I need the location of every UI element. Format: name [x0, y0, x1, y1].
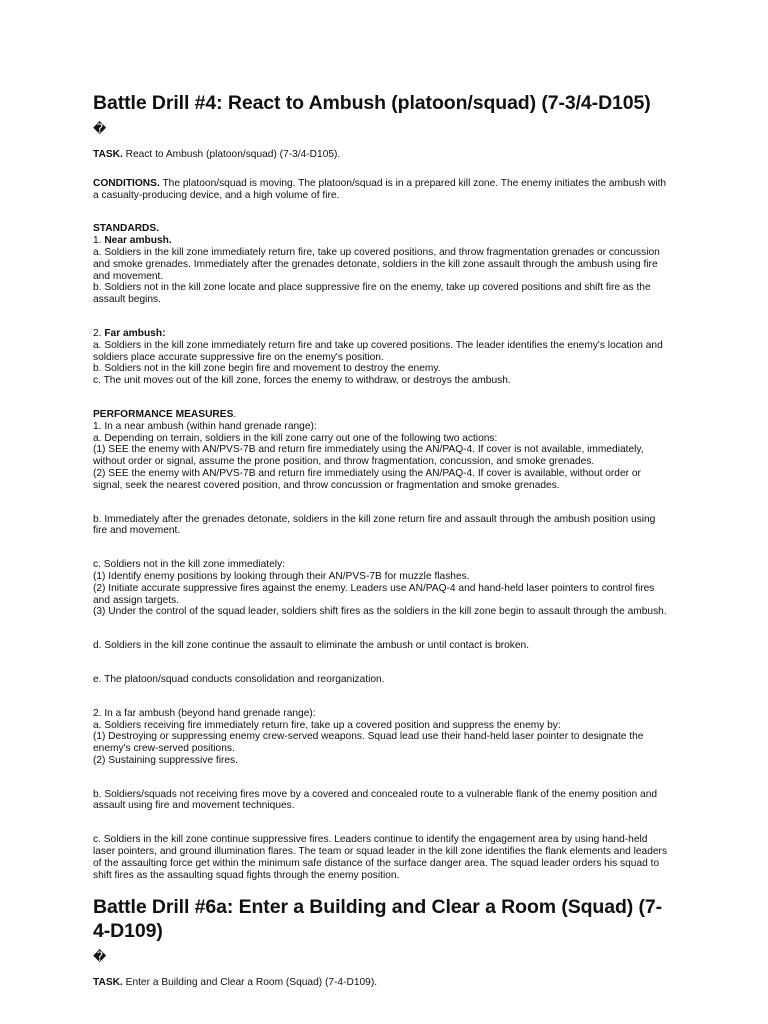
document-page	[93, 0, 683, 989]
pm1-c2-line-2: and assign targets.	[93, 594, 180, 606]
task-label: TASK.	[93, 149, 123, 160]
pm2-a1-line-1: (1) Destroying or suppressing enemy crew-served weapons. Squad lead use their hand-held laser pointer to designate the	[93, 731, 644, 743]
pm2-b-line-1: b. Soldiers/squads not receiving fires move by a covered and concealed route to a vulnerable flank of the enemy position and	[93, 788, 658, 800]
far-b-line: b. Soldiers not in the kill zone begin fire and movement to destroy the enemy.	[93, 363, 441, 375]
pm2-c-paragraph	[93, 834, 683, 881]
task-paragraph	[93, 149, 683, 161]
pm2-a-line: a. Soldiers receiving fire immediately return fire, take up a covered position and suppress the enemy by:	[93, 719, 561, 731]
battle-drill-6a-title-line-2: 4-D109)	[93, 920, 163, 943]
standards-label: STANDARDS.	[93, 223, 160, 235]
pm1-c3-line: (3) Under the control of the squad leader, soldiers shift fires as the soldiers in the kill zone begin to assault through the ambush.	[93, 606, 667, 618]
conditions-label: CONDITIONS.	[93, 177, 160, 189]
pm2-block	[93, 708, 683, 767]
replacement-glyph: �	[93, 121, 107, 136]
conditions-text-2: a casualty-producing device, and a high volume of fire.	[93, 189, 340, 201]
near-b-line-2: assault begins.	[93, 294, 161, 306]
near-a-line-2: and smoke grenades. Immediately after the grenades detonate, soldiers in the kill zone assault through the ambush using fire	[93, 258, 658, 270]
pm1-a1-line-1: (1) SEE the enemy with AN/PVS-7B and return fire immediately using the AN/PAQ-4. If cover is not available, immediately,	[93, 444, 644, 456]
task-text: React to Ambush (platoon/squad) (7-3/4-D105).	[122, 149, 341, 160]
pm1-d-line: d. Soldiers in the kill zone continue the assault to eliminate the ambush or until contact is broken.	[93, 640, 530, 652]
near-ambush-number: 1.	[93, 235, 105, 247]
pm2-c-line-4: shift fires as the assaulting squad fights through the enemy position.	[93, 869, 400, 881]
task-text-6a: Enter a Building and Clear a Room (Squad) (7-4-D109).	[122, 977, 378, 989]
near-b-line-1: b. Soldiers not in the kill zone locate and place suppressive fire on the enemy, take up covered positions and shift fire as the	[93, 282, 651, 294]
near-a-line-3: and movement.	[93, 270, 164, 282]
conditions-paragraph	[93, 178, 683, 202]
pm2-a1-line-2: enemy's crew-served positions.	[93, 743, 235, 755]
pm1-a1-line-2: without order or signal, assume the prone position, and throw fragmentation, concussion, and smoke grenades.	[93, 456, 595, 468]
standards-section	[93, 223, 683, 306]
far-ambush-section	[93, 328, 683, 387]
pm1-c-line: c. Soldiers not in the kill zone immediately:	[93, 559, 285, 571]
pm1-a2-line-2: signal, seek the nearest covered position, and throw concussion or fragmentation and smoke grenades.	[93, 479, 560, 491]
pm1-c2-line-1: (2) Initiate accurate suppressive fires against the enemy. Leaders use AN/PAQ-4 and hand-held laser pointers to control fires	[93, 582, 655, 594]
far-ambush-number: 2.	[93, 327, 105, 339]
battle-drill-6a-title-line-1: Battle Drill #6a: Enter a Building and Clear a Room (Squad) (7-	[93, 896, 663, 919]
near-a-line-1: a. Soldiers in the kill zone immediately return fire, take up covered positions, and throw fragmentation grenades or concussion	[93, 246, 660, 258]
pm1-a-line: a. Depending on terrain, soldiers in the kill zone carry out one of the following two actions:	[93, 432, 498, 444]
far-c-line: c. The unit moves out of the kill zone, forces the enemy to withdraw, or destroys the ambush.	[93, 375, 511, 387]
task-paragraph-6a	[93, 977, 683, 989]
conditions-text-1: The platoon/squad is moving. The platoon/squad is in a prepared kill zone. The enemy initiates the ambush with	[159, 177, 667, 189]
pm2-c-line-3: of the assaulting force get within the minimum safe distance of the surface danger area. The squad leader orders his squad to	[93, 857, 660, 869]
pm2-b-line-2: assault using fire and movement techniques.	[93, 800, 295, 812]
pm1-c-block	[93, 559, 683, 618]
pm1-a2-line-1: (2) SEE the enemy with AN/PVS-7B and return fire immediately using the AN/PAQ-4. If cover is available, without order or	[93, 467, 641, 479]
pm2-b-paragraph	[93, 789, 683, 813]
far-a-line-1: a. Soldiers in the kill zone immediately return fire and take up covered positions. The leader identifies the enemy's location and	[93, 339, 663, 351]
task-label-6a: TASK.	[93, 977, 123, 989]
far-ambush-label: Far ambush:	[104, 327, 166, 339]
performance-measures-dot: .	[233, 408, 237, 420]
near-ambush-label: Near ambush.	[104, 235, 172, 247]
pm1-b-line-2: fire and movement.	[93, 525, 181, 537]
pm2-c-line-1: c. Soldiers in the kill zone continue suppressive fires. Leaders continue to identify the engagement area by using hand-held	[93, 834, 648, 846]
pm2-line: 2. In a far ambush (beyond hand grenade range):	[93, 707, 316, 719]
pm1-b-paragraph	[93, 514, 683, 538]
battle-drill-6a-title	[93, 895, 683, 943]
pm1-e-line: e. The platoon/squad conducts consolidation and reorganization.	[93, 673, 385, 685]
performance-measures-label: PERFORMANCE MEASURES	[93, 408, 234, 420]
pm2-c-line-2: laser pointers, and ground illumination flares. The team or squad leader in the kill zone identifies the flank elements and leaders	[93, 846, 668, 858]
pm1-line: 1. In a near ambush (within hand grenade range):	[93, 420, 317, 432]
pm1-c1-line: (1) Identify enemy positions by looking through their AN/PVS-7B for muzzle flashes.	[93, 570, 470, 582]
replacement-glyph-2: �	[93, 949, 107, 965]
pm2-a2-line: (2) Sustaining suppressive fires.	[93, 754, 238, 766]
battle-drill-4-title: Battle Drill #4: React to Ambush (platoon/squad) (7-3/4-D105)	[93, 92, 651, 114]
far-a-line-2: soldiers place accurate suppressive fire on the enemy's position.	[93, 351, 384, 363]
pm1-b-line-1: b. Immediately after the grenades detonate, soldiers in the kill zone return fire and assault through the ambush position using	[93, 513, 656, 525]
performance-measures-section	[93, 409, 683, 492]
